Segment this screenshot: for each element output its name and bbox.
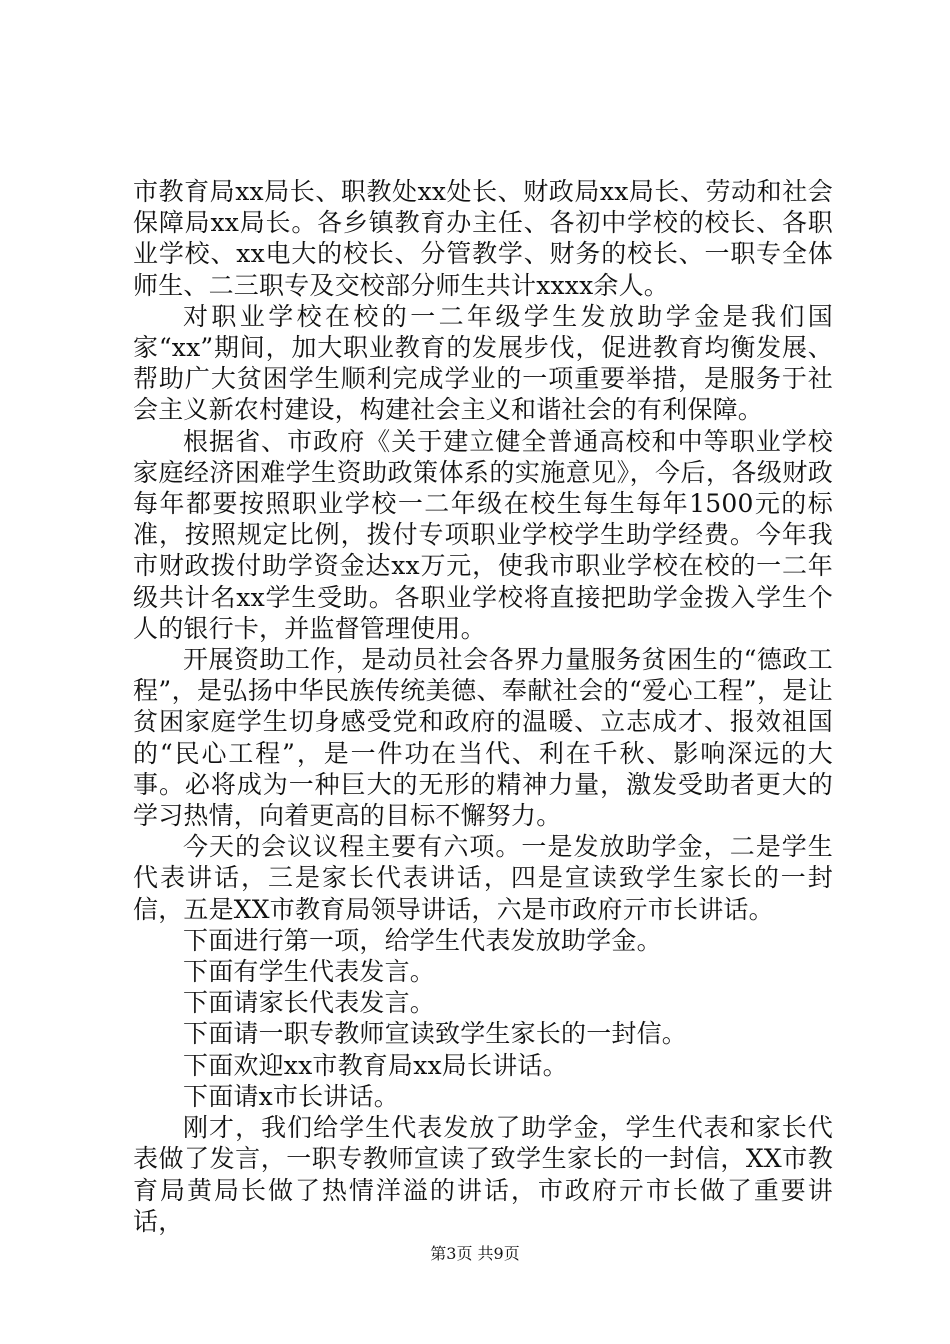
document-body	[133, 176, 833, 1237]
agenda-item-letter-reading: 下面请一职专教师宣读致学生家长的一封信。	[183, 1019, 688, 1049]
page-footer: 第3页 共9页	[430, 1244, 520, 1263]
paragraph-project-importance: 开展资助工作，是动员社会各界力量服务贫困生的“德政工程”，是弘扬中华民族传统美德、奉献社会的“爱心工程”，是让贫困家庭学生切身感受党和政府的温暖、立志成才、报效祖国的“民心工程”，是一件功在当代、利在千秋、影响深远的大事。必将成为一种巨大的无形的精神力量，激发受助者更大的学习热情，向着更高的目标不懈努力。	[133, 645, 833, 831]
agenda-item-parent-speech: 下面请家长代表发言。	[183, 988, 436, 1018]
paragraph-policy-significance: 对职业学校在校的一二年级学生发放助学金是我们国家“xx”期间，加大职业教育的发展步伐，促进教育均衡发展、帮助广大贫困学生顺利完成学业的一项重要举措，是服务于社会主义新农村建设，构建社会主义和谐社会的有利保障。	[133, 301, 833, 425]
agenda-item-education-bureau-speech: 下面欢迎xx市教育局xx局长讲话。	[183, 1050, 568, 1080]
agenda-item-first: 下面进行第一项，给学生代表发放助学金。	[183, 925, 662, 955]
agenda-item-mayor-speech: 下面请x市长讲话。	[183, 1081, 399, 1111]
paragraph-funding-standard: 根据省、市政府《关于建立健全普通高校和中等职业学校家庭经济困难学生资助政策体系的实施意见》，今后，各级财政每年都要按照职业学校一二年级在校生每生每年1500元的标准，按照规定比例，拨付专项职业学校学生助学经费。今年我市财政拨付助学资金达xx万元，使我市职业学校在校的一二年级共计名xx学生受助。各职业学校将直接把助学金拨入学生个人的银行卡，并监督管理使用。	[133, 426, 833, 643]
agenda-item-student-speech: 下面有学生代表发言。	[183, 957, 436, 987]
paragraph-closing-summary: 刚才，我们给学生代表发放了助学金，学生代表和家长代表做了发言，一职专教师宣读了致学生家长的一封信，XX市教育局黄局长做了热情洋溢的讲话，市政府亓市长做了重要讲话，	[133, 1113, 833, 1236]
paragraph-attendees: 市教育局xx局长、职教处xx处长、财政局xx局长、劳动和社会保障局xx局长。各乡镇教育办主任、各初中学校的校长、各职业学校、xx电大的校长、分管教学、财务的校长、一职专全体师生、二三职专及交校部分师生共计xxxx余人。	[133, 177, 833, 300]
paragraph-agenda-overview: 今天的会议议程主要有六项。一是发放助学金，二是学生代表讲话，三是家长代表讲话，四是宣读致学生家长的一封信，五是XX市教育局领导讲话，六是市政府亓市长讲话。	[133, 832, 833, 924]
